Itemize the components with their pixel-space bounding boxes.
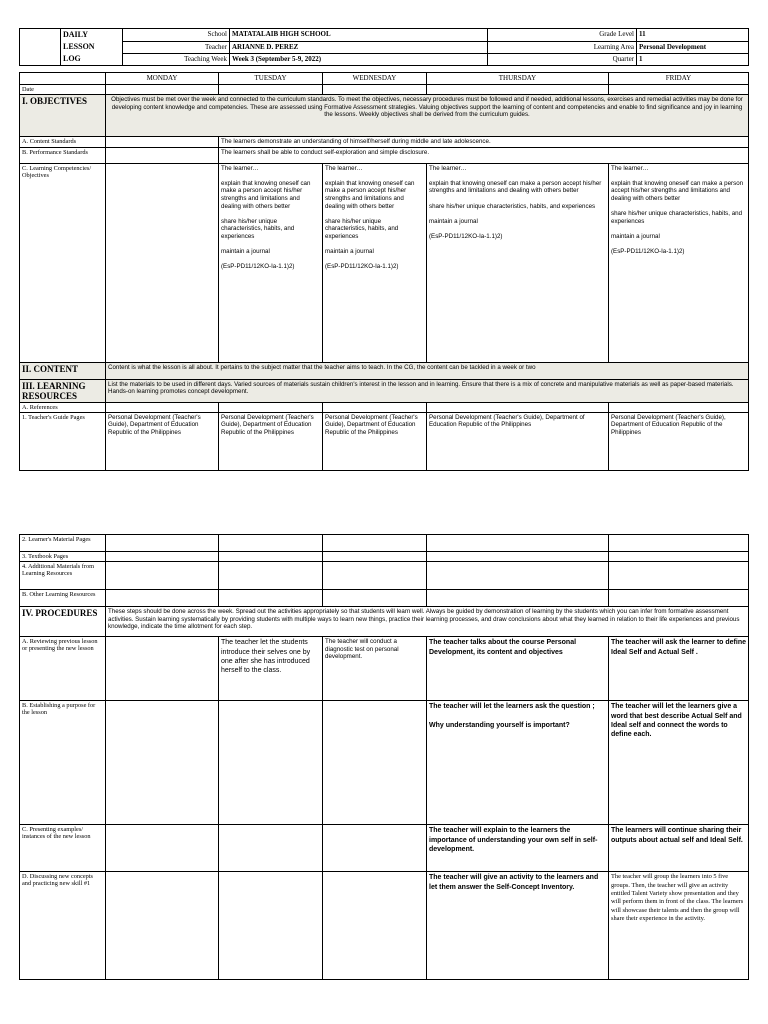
- quarter-label: Quarter: [488, 53, 637, 66]
- school-value: MATATALAIB HIGH SCHOOL: [230, 29, 488, 42]
- learners-material-label: 2. Learner's Material Pages: [20, 535, 106, 552]
- additional-materials-label: 4. Additional Materials from Learning Resources: [20, 562, 106, 590]
- competencies-monday: [106, 163, 219, 362]
- teacher-value: ARIANNE D. PEREZ: [230, 41, 488, 53]
- procedures-text: These steps should be done across the week. Spread out the activities appropriately so that students will learn well. Always be guided by demonstration of learning by the students which you can infer from formative assessment activities. Sustain learning systematically by providing students with multiple ways to learn new things, practice their learning processes, and draw conclusions about what they learned in relation to their life experiences and previous knowledge, indicate the time allotment for each step.: [106, 607, 749, 637]
- competencies-thursday: The learner… explain that knowing oneself can make a person accept his/her strengths and limitations and dealing with others better share his/her unique characteristics, habits, and experiences maintain a journal (EsP-PD11/12KO-Ia-1.1)2): [427, 163, 609, 362]
- date-wednesday: [323, 85, 427, 95]
- reviewing-thursday: The teacher talks about the course Personal Development, its content and objectives: [427, 637, 609, 701]
- purpose-tuesday: [219, 701, 323, 825]
- teachers-guide-tuesday: Personal Development (Teacher's Guide), Department of Education Republic of the Philippines: [219, 412, 323, 470]
- competencies-label: C. Learning Competencies/ Objectives: [20, 163, 106, 362]
- area-label: Learning Area: [488, 41, 637, 53]
- textbook-pages-label: 3. Textbook Pages: [20, 552, 106, 562]
- area-value: Personal Development: [637, 41, 749, 53]
- date-monday: [106, 85, 219, 95]
- competencies-wednesday: The learner… explain that knowing oneself can make a person accept his/her strengths and limitations and dealing with others better share his/her unique characteristics, habits, and experiences maintain a journal (EsP-PD11/12KO-Ia-1.1)2): [323, 163, 427, 362]
- discussing-concepts-label: D. Discussing new concepts and practicing new skill #1: [20, 872, 106, 980]
- week-value: Week 3 (September 5-9, 2022): [230, 53, 488, 66]
- purpose-label: B. Establishing a purpose for the lesson: [20, 701, 106, 825]
- date-tuesday: [219, 85, 323, 95]
- discussing-monday: [106, 872, 219, 980]
- reviewing-friday: The teacher will ask the learner to define Ideal Self and Actual Self .: [609, 637, 749, 701]
- day-header-thursday: THURSDAY: [427, 73, 609, 85]
- presenting-tuesday: [219, 825, 323, 872]
- procedures-label: IV. PROCEDURES: [20, 607, 106, 637]
- teachers-guide-friday: Personal Development (Teacher's Guide), Department of Education Republic of the Philippines: [609, 412, 749, 470]
- presenting-wednesday: [323, 825, 427, 872]
- day-header-wednesday: WEDNESDAY: [323, 73, 427, 85]
- discussing-friday: The teacher will group the learners into 5 five groups. Then, the teacher will give an activity entitled Talent Variety show presentation and they will perform them in front of the class. The learners will showcase their talents and then the group will share their experience in the activity.: [609, 872, 749, 980]
- references-label: A. References: [20, 402, 106, 412]
- dll-table-page2: [19, 534, 749, 980]
- teachers-guide-monday: Personal Development (Teacher's Guide), Department of Education Republic of the Philippines: [106, 412, 219, 470]
- learning-resources-label: III. LEARNING RESOURCES: [20, 379, 106, 402]
- presenting-examples-label: C. Presenting examples/ instances of the new lesson: [20, 825, 106, 872]
- date-thursday: [427, 85, 609, 95]
- dll-title-2: LESSON: [61, 41, 123, 53]
- purpose-friday: The teacher will let the learners give a word that best describe Actual Self and Ideal self and connect the words to define each.: [609, 701, 749, 825]
- purpose-thursday: The teacher will let the learners ask the question ; Why understanding yourself is important?: [427, 701, 609, 825]
- discussing-tuesday: [219, 872, 323, 980]
- objectives-text: Objectives must be met over the week and connected to the curriculum standards. To meet the objectives, necessary procedures must be followed and if needed, additional lessons, exercises and remedial activities may be done for developing content knowledge and competencies. These are assessed using Formative Assessment strategies. Valuing objectives support the learning of content and competencies and enable to find significance and joy in learning the lessons. Weekly objectives shall be derived from the curriculum guides.: [106, 95, 749, 137]
- dll-table-page1: [19, 72, 749, 471]
- teachers-guide-thursday: Personal Development (Teacher's Guide), Department of Education Republic of the Philippines: [427, 412, 609, 470]
- purpose-wednesday: [323, 701, 427, 825]
- logo-cell: [20, 29, 61, 66]
- teachers-guide-label: 1. Teacher's Guide Pages: [20, 412, 106, 470]
- reviewing-wednesday: The teacher will conduct a diagnostic test on personal development.: [323, 637, 427, 701]
- presenting-thursday: The teacher will explain to the learners the importance of understanding your own self in self-development.: [427, 825, 609, 872]
- grade-value: 11: [637, 29, 749, 42]
- teacher-label: Teacher: [123, 41, 230, 53]
- dll-title-3: LOG: [61, 53, 123, 66]
- performance-standards-label: B. Performance Standards: [20, 147, 106, 163]
- purpose-monday: [106, 701, 219, 825]
- reviewing-tuesday: The teacher let the students introduce their selves one by one after she has introduced herself to the class.: [219, 637, 323, 701]
- discussing-thursday: The teacher will give an activity to the learners and let them answer the Self-Concept Inventory.: [427, 872, 609, 980]
- performance-standards-text: The learners shall be able to conduct self-exploration and simple disclosure.: [219, 147, 749, 163]
- date-label: Date: [20, 85, 106, 95]
- content-label: II. CONTENT: [20, 362, 106, 379]
- teachers-guide-wednesday: Personal Development (Teacher's Guide), Department of Education Republic of the Philippines: [323, 412, 427, 470]
- content-standards-label: A. Content Standards: [20, 137, 106, 148]
- presenting-friday: The learners will continue sharing their outputs about actual self and Ideal Self.: [609, 825, 749, 872]
- day-header-friday: FRIDAY: [609, 73, 749, 85]
- grade-label: Grade Level: [488, 29, 637, 42]
- date-friday: [609, 85, 749, 95]
- reviewing-lesson-label: A. Reviewing previous lesson or presenting the new lesson: [20, 637, 106, 701]
- objectives-label: I. OBJECTIVES: [20, 95, 106, 137]
- presenting-monday: [106, 825, 219, 872]
- day-header-monday: MONDAY: [106, 73, 219, 85]
- competencies-tuesday: The learner… explain that knowing oneself can make a person accept his/her strengths and limitations and dealing with others better share his/her unique characteristics, habits, and experiences maintain a journal (EsP-PD11/12KO-Ia-1.1)2): [219, 163, 323, 362]
- learning-resources-text: List the materials to be used in different days. Varied sources of materials sustain children's interest in the lesson and in learning. Ensure that there is a mix of concrete and manipulative materials as well as paper-based materials. Hands-on learning promotes concept development.: [106, 379, 749, 402]
- other-resources-label: B. Other Learning Resources: [20, 590, 106, 607]
- school-label: School: [123, 29, 230, 42]
- quarter-value: 1: [637, 53, 749, 66]
- competencies-friday: The learner… explain that knowing oneself can make a person accept his/her strengths and limitations and dealing with others better share his/her unique characteristics, habits, and experiences maintain a journal (EsP-PD11/12KO-Ia-1.1)2): [609, 163, 749, 362]
- day-header-tuesday: TUESDAY: [219, 73, 323, 85]
- content-text: Content is what the lesson is all about. It pertains to the subject matter that the teacher aims to teach. In the CG, the content can be tackled in a week or two: [106, 362, 749, 379]
- week-label: Teaching Week: [123, 53, 230, 66]
- discussing-wednesday: [323, 872, 427, 980]
- dll-title-1: DAILY: [61, 29, 123, 42]
- content-standards-text: The learners demonstrate an understanding of himself/herself during middle and late adolescence.: [219, 137, 749, 148]
- header-table: [19, 28, 749, 66]
- reviewing-monday: [106, 637, 219, 701]
